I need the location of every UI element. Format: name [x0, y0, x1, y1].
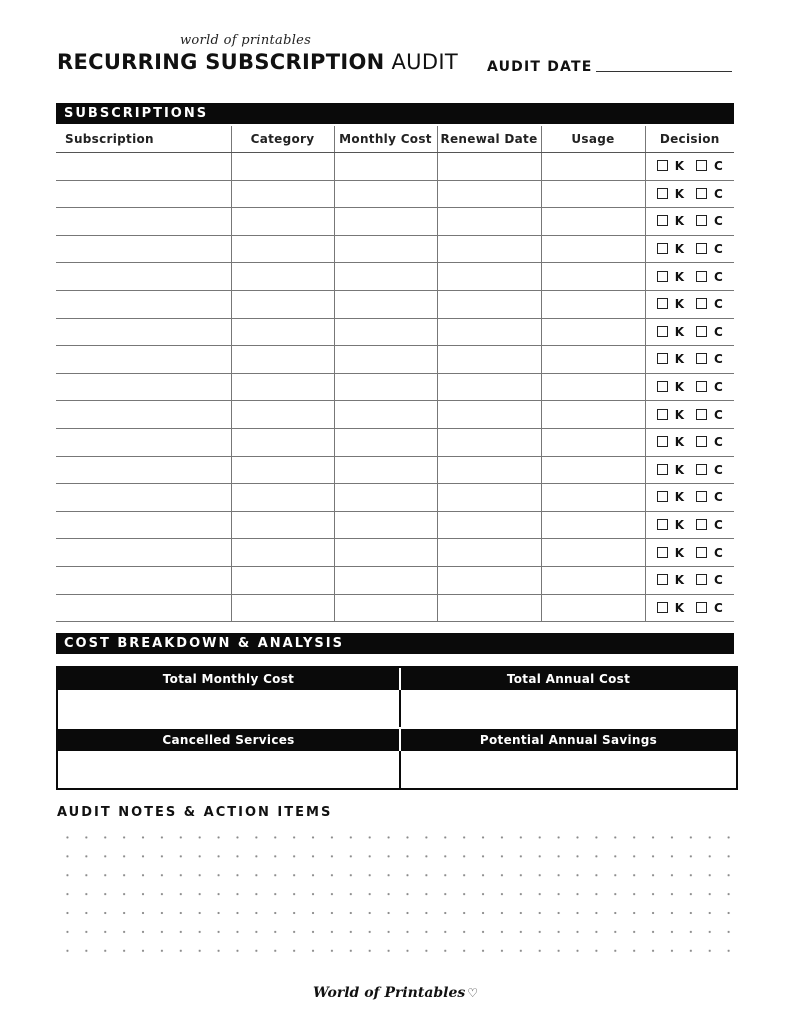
- category-cell[interactable]: [231, 373, 334, 401]
- decision-cell: [645, 401, 734, 429]
- checkbox[interactable]: [696, 243, 707, 254]
- renewal-date-cell[interactable]: [437, 566, 541, 594]
- checkbox[interactable]: [696, 409, 707, 420]
- renewal-date-cell[interactable]: [437, 594, 541, 622]
- footer-brand-text: World of Printables: [312, 985, 466, 1001]
- renewal-date-cell[interactable]: [437, 428, 541, 456]
- cost-breakdown-box: [56, 666, 738, 790]
- subscription-cell[interactable]: [56, 401, 231, 429]
- column-header-category: Category: [231, 126, 334, 153]
- cost-divider: [399, 690, 401, 727]
- decision-cell: [645, 235, 734, 263]
- decision-option-label: C: [714, 352, 723, 367]
- decision-option-label: K: [674, 407, 684, 422]
- decision-option-label: K: [674, 269, 684, 284]
- monthly-cost-cell[interactable]: [334, 511, 437, 539]
- monthly-cost-cell[interactable]: [334, 318, 437, 346]
- monthly-cost-cell[interactable]: [334, 484, 437, 512]
- checkbox[interactable]: [696, 215, 707, 226]
- usage-cell[interactable]: [541, 539, 645, 567]
- decision-option-c[interactable]: [696, 435, 723, 449]
- checkbox[interactable]: [696, 602, 707, 613]
- usage-cell[interactable]: [541, 511, 645, 539]
- checkbox[interactable]: [657, 353, 668, 364]
- usage-cell[interactable]: [541, 208, 645, 236]
- category-cell[interactable]: [231, 484, 334, 512]
- subscriptions-table-body: [56, 153, 734, 622]
- cancelled-services-field[interactable]: [58, 751, 399, 788]
- category-cell[interactable]: [231, 428, 334, 456]
- checkbox[interactable]: [657, 409, 668, 420]
- monthly-cost-cell[interactable]: [334, 566, 437, 594]
- decision-cell: [645, 346, 734, 374]
- checkbox[interactable]: [696, 381, 707, 392]
- audit-date-label: AUDIT DATE: [487, 59, 593, 75]
- renewal-date-cell[interactable]: [437, 263, 541, 291]
- checkbox[interactable]: [657, 271, 668, 282]
- usage-cell[interactable]: [541, 180, 645, 208]
- usage-cell[interactable]: [541, 290, 645, 318]
- category-cell[interactable]: [231, 346, 334, 374]
- brand-script-header: world of printables: [180, 33, 312, 48]
- decision-cell: [645, 373, 734, 401]
- decision-option-k[interactable]: [657, 159, 684, 173]
- decision-option-c[interactable]: [696, 297, 723, 311]
- monthly-cost-cell[interactable]: [334, 235, 437, 263]
- decision-option-k[interactable]: [657, 518, 684, 532]
- renewal-date-cell[interactable]: [437, 235, 541, 263]
- decision-cell: [645, 318, 734, 346]
- decision-option-label: C: [714, 269, 723, 284]
- notes-dot-grid[interactable]: [58, 828, 738, 968]
- subscription-cell[interactable]: [56, 484, 231, 512]
- table-row: [56, 484, 734, 512]
- checkbox[interactable]: [696, 547, 707, 558]
- subscriptions-section-bar: SUBSCRIPTIONS: [56, 103, 734, 124]
- table-row: [56, 235, 734, 263]
- monthly-cost-cell[interactable]: [334, 594, 437, 622]
- table-row: [56, 566, 734, 594]
- checkbox[interactable]: [657, 436, 668, 447]
- notes-title: AUDIT NOTES & ACTION ITEMS: [57, 805, 333, 820]
- decision-option-label: K: [674, 600, 684, 615]
- decision-option-c[interactable]: [696, 325, 723, 339]
- subscription-cell[interactable]: [56, 290, 231, 318]
- decision-option-k[interactable]: [657, 242, 684, 256]
- checkbox[interactable]: [696, 271, 707, 282]
- subscription-cell[interactable]: [56, 456, 231, 484]
- category-cell[interactable]: [231, 290, 334, 318]
- checkbox[interactable]: [657, 547, 668, 558]
- subscription-cell[interactable]: [56, 539, 231, 567]
- page-title: [57, 50, 458, 74]
- table-row: [56, 290, 734, 318]
- decision-option-k[interactable]: [657, 270, 684, 284]
- subscription-cell[interactable]: [56, 511, 231, 539]
- subscription-cell[interactable]: [56, 594, 231, 622]
- renewal-date-cell[interactable]: [437, 401, 541, 429]
- decision-option-label: K: [674, 435, 684, 450]
- decision-option-label: K: [674, 518, 684, 533]
- category-cell[interactable]: [231, 263, 334, 291]
- total-annual-cost-field[interactable]: [401, 690, 736, 727]
- category-cell[interactable]: [231, 594, 334, 622]
- table-row: [56, 153, 734, 181]
- total-monthly-cost-label: Total Monthly Cost: [58, 668, 399, 690]
- decision-option-label: C: [714, 600, 723, 615]
- decision-option-c[interactable]: [696, 573, 723, 587]
- decision-cell: [645, 290, 734, 318]
- subscription-cell[interactable]: [56, 428, 231, 456]
- decision-option-c[interactable]: [696, 352, 723, 366]
- decision-option-label: K: [674, 573, 684, 588]
- checkbox[interactable]: [657, 381, 668, 392]
- total-annual-cost-label: Total Annual Cost: [401, 668, 736, 690]
- monthly-cost-cell[interactable]: [334, 208, 437, 236]
- decision-option-k[interactable]: [657, 490, 684, 504]
- table-row: [56, 208, 734, 236]
- decision-option-label: C: [714, 407, 723, 422]
- category-cell[interactable]: [231, 235, 334, 263]
- decision-option-label: C: [714, 214, 723, 229]
- table-row: [56, 318, 734, 346]
- potential-savings-label: Potential Annual Savings: [401, 729, 736, 751]
- decision-option-label: K: [674, 242, 684, 257]
- footer-brand: [0, 985, 791, 1001]
- decision-option-c[interactable]: [696, 463, 723, 477]
- usage-cell[interactable]: [541, 318, 645, 346]
- subscription-cell[interactable]: [56, 346, 231, 374]
- decision-option-label: K: [674, 380, 684, 395]
- usage-cell[interactable]: [541, 401, 645, 429]
- checkbox[interactable]: [696, 160, 707, 171]
- checkbox[interactable]: [657, 215, 668, 226]
- heart-icon: ♡: [467, 986, 479, 1000]
- column-header-monthly-cost: Monthly Cost: [334, 126, 437, 153]
- decision-cell: [645, 566, 734, 594]
- usage-cell[interactable]: [541, 566, 645, 594]
- decision-option-c[interactable]: [696, 380, 723, 394]
- usage-cell[interactable]: [541, 594, 645, 622]
- subscription-cell[interactable]: [56, 208, 231, 236]
- table-row: [56, 511, 734, 539]
- cancelled-services-label: Cancelled Services: [58, 729, 399, 751]
- decision-option-label: C: [714, 518, 723, 533]
- checkbox[interactable]: [696, 326, 707, 337]
- table-row: [56, 180, 734, 208]
- decision-option-label: C: [714, 159, 723, 174]
- usage-cell[interactable]: [541, 456, 645, 484]
- monthly-cost-cell[interactable]: [334, 456, 437, 484]
- subscription-cell[interactable]: [56, 153, 231, 181]
- monthly-cost-cell[interactable]: [334, 153, 437, 181]
- decision-option-c[interactable]: [696, 242, 723, 256]
- decision-option-c[interactable]: [696, 187, 723, 201]
- subscription-cell[interactable]: [56, 180, 231, 208]
- checkbox[interactable]: [657, 326, 668, 337]
- renewal-date-cell[interactable]: [437, 484, 541, 512]
- checkbox[interactable]: [657, 491, 668, 502]
- checkbox[interactable]: [696, 353, 707, 364]
- usage-cell[interactable]: [541, 484, 645, 512]
- decision-option-k[interactable]: [657, 187, 684, 201]
- usage-cell[interactable]: [541, 235, 645, 263]
- category-cell[interactable]: [231, 180, 334, 208]
- decision-option-k[interactable]: [657, 601, 684, 615]
- table-row: [56, 428, 734, 456]
- usage-cell[interactable]: [541, 263, 645, 291]
- checkbox[interactable]: [657, 160, 668, 171]
- title-light: AUDIT: [391, 50, 458, 74]
- usage-cell[interactable]: [541, 153, 645, 181]
- renewal-date-cell[interactable]: [437, 456, 541, 484]
- decision-option-label: K: [674, 159, 684, 174]
- decision-option-label: C: [714, 462, 723, 477]
- category-cell[interactable]: [231, 208, 334, 236]
- decision-option-c[interactable]: [696, 159, 723, 173]
- monthly-cost-cell[interactable]: [334, 263, 437, 291]
- column-header-renewal-date: Renewal Date: [437, 126, 541, 153]
- decision-option-k[interactable]: [657, 297, 684, 311]
- decision-option-label: K: [674, 462, 684, 477]
- table-row: [56, 456, 734, 484]
- decision-option-label: K: [674, 297, 684, 312]
- column-header-usage: Usage: [541, 126, 645, 153]
- decision-option-label: K: [674, 324, 684, 339]
- usage-cell[interactable]: [541, 346, 645, 374]
- potential-savings-field[interactable]: [401, 751, 736, 788]
- decision-option-label: C: [714, 380, 723, 395]
- monthly-cost-cell[interactable]: [334, 346, 437, 374]
- decision-option-k[interactable]: [657, 573, 684, 587]
- decision-option-c[interactable]: [696, 490, 723, 504]
- table-header-row: [56, 126, 734, 153]
- usage-cell[interactable]: [541, 428, 645, 456]
- decision-cell: [645, 428, 734, 456]
- monthly-cost-cell[interactable]: [334, 539, 437, 567]
- decision-option-k[interactable]: [657, 463, 684, 477]
- decision-option-label: C: [714, 186, 723, 201]
- checkbox[interactable]: [696, 436, 707, 447]
- category-cell[interactable]: [231, 401, 334, 429]
- renewal-date-cell[interactable]: [437, 539, 541, 567]
- checkbox[interactable]: [657, 464, 668, 475]
- renewal-date-cell[interactable]: [437, 511, 541, 539]
- decision-option-label: K: [674, 186, 684, 201]
- checkbox[interactable]: [657, 298, 668, 309]
- category-cell[interactable]: [231, 511, 334, 539]
- decision-option-label: K: [674, 352, 684, 367]
- decision-cell: [645, 594, 734, 622]
- checkbox[interactable]: [696, 491, 707, 502]
- renewal-date-cell[interactable]: [437, 153, 541, 181]
- table-row: [56, 346, 734, 374]
- checkbox[interactable]: [657, 188, 668, 199]
- monthly-cost-cell[interactable]: [334, 290, 437, 318]
- monthly-cost-cell[interactable]: [334, 401, 437, 429]
- decision-option-label: C: [714, 297, 723, 312]
- decision-cell: [645, 511, 734, 539]
- checkbox[interactable]: [696, 298, 707, 309]
- subscription-cell[interactable]: [56, 318, 231, 346]
- decision-cell: [645, 208, 734, 236]
- cost-divider-lower: [399, 751, 401, 788]
- checkbox[interactable]: [657, 243, 668, 254]
- decision-option-c[interactable]: [696, 214, 723, 228]
- total-monthly-cost-field[interactable]: [58, 690, 399, 727]
- subscription-cell[interactable]: [56, 566, 231, 594]
- category-cell[interactable]: [231, 539, 334, 567]
- decision-option-label: C: [714, 545, 723, 560]
- renewal-date-cell[interactable]: [437, 346, 541, 374]
- checkbox[interactable]: [657, 519, 668, 530]
- decision-option-c[interactable]: [696, 518, 723, 532]
- category-cell[interactable]: [231, 318, 334, 346]
- decision-option-c[interactable]: [696, 546, 723, 560]
- subscription-cell[interactable]: [56, 235, 231, 263]
- decision-option-label: C: [714, 573, 723, 588]
- renewal-date-cell[interactable]: [437, 373, 541, 401]
- decision-option-k[interactable]: [657, 435, 684, 449]
- decision-option-label: K: [674, 490, 684, 505]
- decision-option-k[interactable]: [657, 408, 684, 422]
- decision-option-label: C: [714, 435, 723, 450]
- table-row: [56, 373, 734, 401]
- table-row: [56, 401, 734, 429]
- decision-option-c[interactable]: [696, 408, 723, 422]
- decision-option-label: C: [714, 324, 723, 339]
- renewal-date-cell[interactable]: [437, 208, 541, 236]
- audit-date-field[interactable]: [596, 71, 732, 72]
- renewal-date-cell[interactable]: [437, 318, 541, 346]
- decision-cell: [645, 263, 734, 291]
- monthly-cost-cell[interactable]: [334, 428, 437, 456]
- decision-cell: [645, 539, 734, 567]
- category-cell[interactable]: [231, 456, 334, 484]
- checkbox[interactable]: [696, 519, 707, 530]
- checkbox[interactable]: [657, 602, 668, 613]
- renewal-date-cell[interactable]: [437, 180, 541, 208]
- decision-cell: [645, 153, 734, 181]
- decision-cell: [645, 456, 734, 484]
- decision-cell: [645, 180, 734, 208]
- usage-cell[interactable]: [541, 373, 645, 401]
- monthly-cost-cell[interactable]: [334, 180, 437, 208]
- decision-option-label: K: [674, 545, 684, 560]
- table-row: [56, 539, 734, 567]
- decision-option-label: K: [674, 214, 684, 229]
- title-bold: RECURRING SUBSCRIPTION: [57, 50, 385, 74]
- decision-option-label: C: [714, 242, 723, 257]
- decision-option-c[interactable]: [696, 601, 723, 615]
- checkbox[interactable]: [657, 574, 668, 585]
- renewal-date-cell[interactable]: [437, 290, 541, 318]
- subscription-cell[interactable]: [56, 373, 231, 401]
- decision-option-k[interactable]: [657, 325, 684, 339]
- checkbox[interactable]: [696, 464, 707, 475]
- subscription-cell[interactable]: [56, 263, 231, 291]
- decision-option-k[interactable]: [657, 352, 684, 366]
- column-header-decision: Decision: [645, 126, 734, 153]
- decision-option-k[interactable]: [657, 214, 684, 228]
- decision-option-c[interactable]: [696, 270, 723, 284]
- decision-cell: [645, 484, 734, 512]
- decision-option-k[interactable]: [657, 380, 684, 394]
- table-row: [56, 263, 734, 291]
- checkbox[interactable]: [696, 188, 707, 199]
- checkbox[interactable]: [696, 574, 707, 585]
- cost-section-bar: COST BREAKDOWN & ANALYSIS: [56, 633, 734, 654]
- column-header-subscription: Subscription: [56, 126, 231, 153]
- decision-option-k[interactable]: [657, 546, 684, 560]
- table-row: [56, 594, 734, 622]
- decision-option-label: C: [714, 490, 723, 505]
- subscriptions-table: [56, 126, 734, 622]
- category-cell[interactable]: [231, 566, 334, 594]
- category-cell[interactable]: [231, 153, 334, 181]
- monthly-cost-cell[interactable]: [334, 373, 437, 401]
